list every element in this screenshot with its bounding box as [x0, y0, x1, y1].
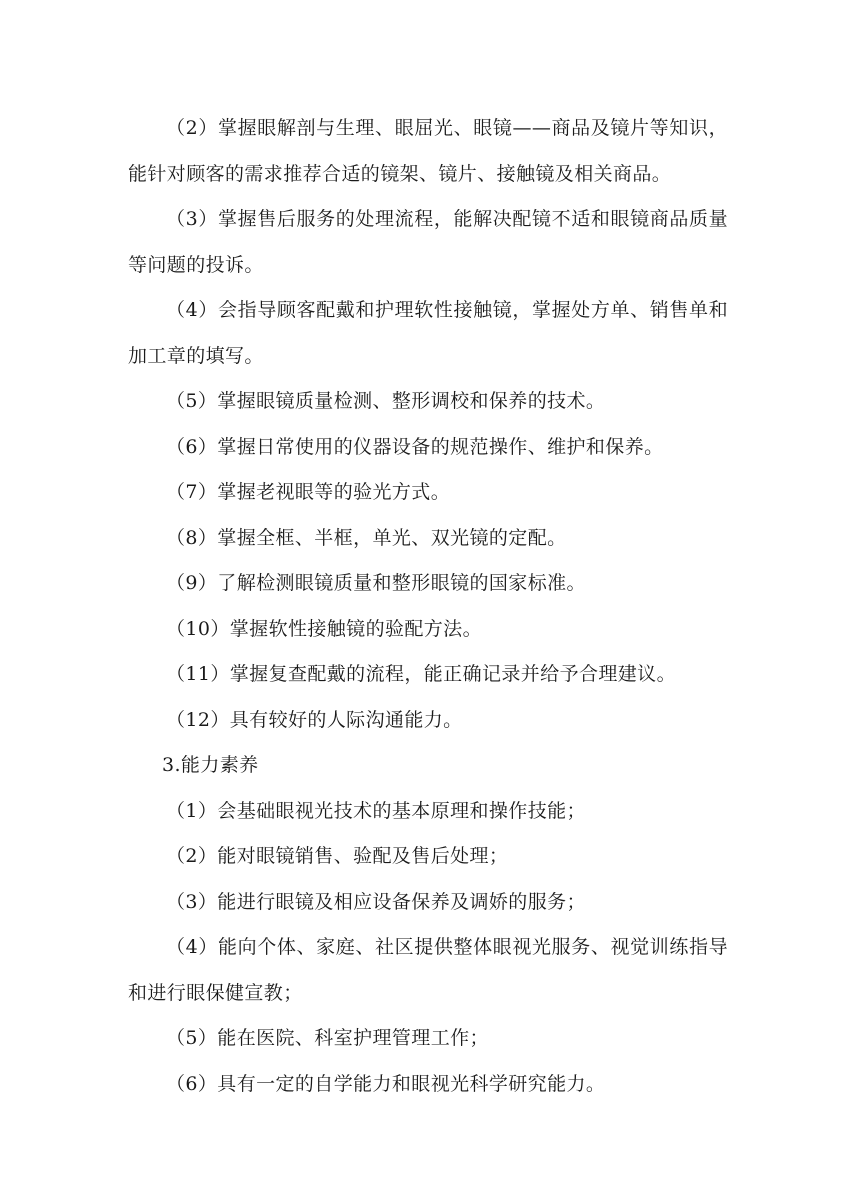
knowledge-item-6: （6）掌握日常使用的仪器设备的规范操作、维护和保养。: [166, 435, 664, 458]
knowledge-item-2: （2）掌握眼解剖与生理、眼屈光、眼镜——商品及镜片等知识，能针对顾客的需求推荐合适的镜架、镜片、接触镜及相关商品。: [128, 117, 728, 185]
ability-item-1: （1）会基础眼视光技术的基本原理和操作技能；: [166, 799, 586, 822]
knowledge-item-7: （7）掌握老视眼等的验光方式。: [166, 481, 451, 503]
knowledge-item-9: （9）了解检测眼镜质量和整形眼镜的国家标准。: [166, 572, 586, 594]
ability-item-3: （3）能进行眼镜及相应设备保养及调娇的服务；: [166, 890, 586, 913]
ability-item-6: （6）具有一定的自学能力和眼视光科学研究能力。: [166, 1072, 606, 1095]
section-heading: 3.能力素养: [162, 754, 259, 776]
knowledge-item-10: （10）掌握软性接触镜的验配方法。: [166, 617, 482, 640]
ability-item-2: （2）能对眼镜销售、验配及售后处理；: [166, 845, 509, 867]
knowledge-item-8: （8）掌握全框、半框，单光、双光镜的定配。: [166, 526, 567, 549]
knowledge-item-3: （3）掌握售后服务的处理流程，能解决配镜不适和眼镜商品质量等问题的投诉。: [128, 208, 728, 276]
ability-item-5: （5）能在医院、科室护理管理工作；: [166, 1027, 489, 1049]
knowledge-item-11: （11）掌握复查配戴的流程，能正确记录并给予合理建议。: [166, 663, 676, 685]
knowledge-item-12: （12）具有较好的人际沟通能力。: [166, 708, 463, 731]
document-body: [128, 106, 728, 1107]
knowledge-item-4: （4）会指导顾客配戴和护理软性接触镜，掌握处方单、销售单和加工章的填写。: [128, 299, 728, 367]
ability-item-4: （4）能向个体、家庭、社区提供整体眼视光服务、视觉训练指导和进行眼保健宣教；: [128, 936, 728, 1004]
knowledge-item-5: （5）掌握眼镜质量检测、整形调校和保养的技术。: [166, 390, 606, 412]
